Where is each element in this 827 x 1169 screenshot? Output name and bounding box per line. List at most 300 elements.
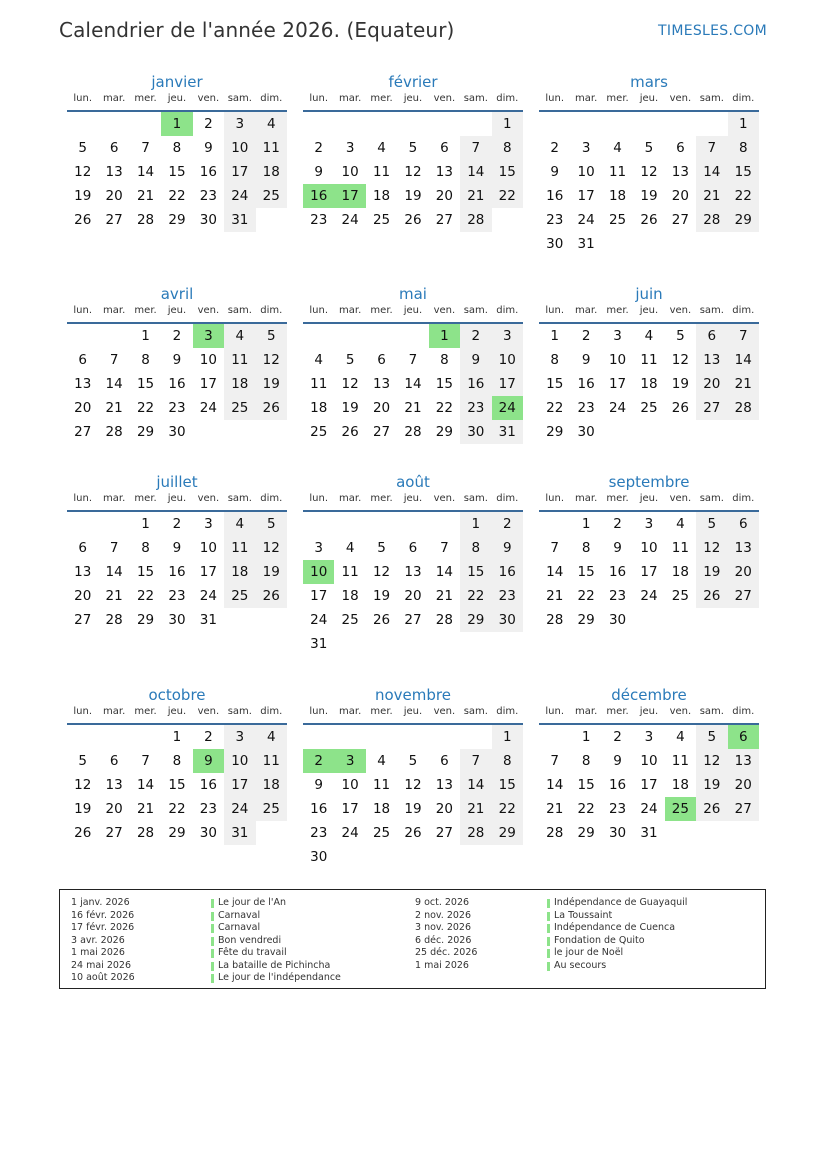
day-cell[interactable]: 11 — [224, 536, 255, 560]
day-cell[interactable]: 10 — [199, 352, 217, 368]
day-cell[interactable]: 30 — [310, 849, 328, 865]
day-cell[interactable]: 1 — [492, 112, 523, 136]
day-cell[interactable]: 10 — [577, 164, 595, 180]
day-cell[interactable]: 8 — [141, 352, 150, 368]
day-cell[interactable]: 28 — [546, 825, 564, 841]
day-cell[interactable]: 8 — [460, 536, 491, 560]
day-cell[interactable]: 12 — [404, 164, 422, 180]
day-cell[interactable]: 29 — [492, 821, 523, 845]
day-cell[interactable]: 30 — [199, 825, 217, 841]
day-cell[interactable]: 23 — [310, 212, 328, 228]
day-cell[interactable]: 10 — [640, 753, 658, 769]
day-cell[interactable]: 21 — [136, 801, 155, 817]
day-cell[interactable]: 12 — [696, 536, 727, 560]
day-cell[interactable]: 26 — [74, 212, 92, 228]
day-cell[interactable]: 20 — [105, 188, 123, 204]
day-cell[interactable]: 17 — [199, 376, 217, 392]
day-cell[interactable]: 25 — [224, 584, 255, 608]
day-cell[interactable]: 3 — [224, 112, 255, 136]
day-cell[interactable]: 17 — [341, 801, 359, 817]
day-cell[interactable]: 15 — [168, 777, 186, 793]
day-cell[interactable]: 13 — [105, 164, 123, 180]
day-cell[interactable]: 24 — [224, 797, 255, 821]
holiday-day-cell[interactable]: 1 — [161, 112, 192, 136]
day-cell[interactable]: 23 — [460, 396, 491, 420]
holiday-day-cell[interactable]: 3 — [334, 749, 365, 773]
day-cell[interactable]: 22 — [136, 400, 155, 416]
day-cell[interactable]: 8 — [492, 749, 523, 773]
day-cell[interactable]: 17 — [310, 588, 328, 604]
day-cell[interactable]: 20 — [404, 588, 422, 604]
day-cell[interactable]: 6 — [109, 753, 119, 769]
day-cell[interactable]: 13 — [671, 164, 689, 180]
day-cell[interactable]: 3 — [492, 324, 523, 348]
day-cell[interactable]: 3 — [581, 140, 591, 156]
day-cell[interactable]: 4 — [224, 512, 255, 536]
day-cell[interactable]: 5 — [644, 140, 654, 156]
day-cell[interactable]: 31 — [199, 612, 217, 628]
day-cell[interactable]: 13 — [74, 564, 92, 580]
day-cell[interactable]: 28 — [136, 212, 155, 228]
day-cell[interactable]: 30 — [460, 420, 491, 444]
day-cell[interactable]: 27 — [435, 825, 453, 841]
day-cell[interactable]: 11 — [256, 136, 287, 160]
day-cell[interactable]: 16 — [168, 564, 186, 580]
day-cell[interactable]: 31 — [310, 636, 328, 652]
day-cell[interactable]: 16 — [199, 164, 217, 180]
day-cell[interactable]: 12 — [404, 777, 422, 793]
day-cell[interactable]: 8 — [728, 136, 759, 160]
day-cell[interactable]: 16 — [492, 560, 523, 584]
day-cell[interactable]: 4 — [314, 352, 323, 368]
day-cell[interactable]: 10 — [341, 164, 359, 180]
day-cell[interactable]: 25 — [372, 825, 391, 841]
day-cell[interactable]: 18 — [256, 160, 287, 184]
site-logo[interactable]: TIMESLES.COM — [658, 23, 767, 39]
day-cell[interactable]: 26 — [671, 400, 689, 416]
day-cell[interactable]: 19 — [256, 372, 287, 396]
day-cell[interactable]: 27 — [74, 424, 92, 440]
day-cell[interactable]: 17 — [224, 160, 255, 184]
day-cell[interactable]: 2 — [204, 116, 213, 132]
day-cell[interactable]: 10 — [640, 540, 658, 556]
day-cell[interactable]: 15 — [546, 376, 564, 392]
day-cell[interactable]: 4 — [644, 328, 654, 344]
day-cell[interactable]: 18 — [341, 588, 359, 604]
day-cell[interactable]: 13 — [105, 777, 123, 793]
day-cell[interactable]: 17 — [224, 773, 255, 797]
day-cell[interactable]: 25 — [608, 212, 627, 228]
day-cell[interactable]: 5 — [256, 512, 287, 536]
day-cell[interactable]: 30 — [608, 825, 627, 841]
day-cell[interactable]: 2 — [172, 328, 182, 344]
day-cell[interactable]: 28 — [460, 821, 491, 845]
day-cell[interactable]: 7 — [109, 540, 119, 556]
day-cell[interactable]: 24 — [341, 212, 359, 228]
day-cell[interactable]: 3 — [314, 540, 323, 556]
day-cell[interactable]: 6 — [440, 140, 449, 156]
day-cell[interactable]: 28 — [136, 825, 155, 841]
day-cell[interactable]: 9 — [314, 164, 323, 180]
day-cell[interactable]: 26 — [256, 584, 287, 608]
day-cell[interactable]: 26 — [404, 212, 422, 228]
day-cell[interactable]: 11 — [608, 164, 627, 180]
day-cell[interactable]: 16 — [310, 801, 328, 817]
holiday-day-cell[interactable]: 3 — [193, 324, 224, 348]
day-cell[interactable]: 14 — [460, 773, 491, 797]
day-cell[interactable]: 2 — [550, 140, 559, 156]
day-cell[interactable]: 10 — [608, 352, 627, 368]
day-cell[interactable]: 24 — [199, 588, 217, 604]
day-cell[interactable]: 21 — [404, 400, 422, 416]
day-cell[interactable]: 29 — [460, 608, 491, 632]
day-cell[interactable]: 4 — [377, 753, 386, 769]
day-cell[interactable]: 29 — [168, 212, 186, 228]
day-cell[interactable]: 21 — [105, 588, 123, 604]
day-cell[interactable]: 19 — [696, 773, 727, 797]
day-cell[interactable]: 10 — [492, 348, 523, 372]
day-cell[interactable]: 9 — [613, 753, 622, 769]
day-cell[interactable]: 9 — [172, 540, 182, 556]
day-cell[interactable]: 16 — [546, 188, 564, 204]
day-cell[interactable]: 21 — [546, 801, 564, 817]
holiday-day-cell[interactable]: 1 — [429, 324, 460, 348]
holiday-day-cell[interactable]: 6 — [728, 725, 759, 749]
day-cell[interactable]: 14 — [136, 777, 155, 793]
day-cell[interactable]: 21 — [460, 184, 491, 208]
day-cell[interactable]: 1 — [728, 112, 759, 136]
day-cell[interactable]: 11 — [671, 540, 689, 556]
day-cell[interactable]: 24 — [608, 400, 627, 416]
day-cell[interactable]: 4 — [676, 729, 685, 745]
day-cell[interactable]: 6 — [109, 140, 119, 156]
day-cell[interactable]: 20 — [74, 588, 92, 604]
day-cell[interactable]: 1 — [172, 729, 182, 745]
day-cell[interactable]: 9 — [492, 536, 523, 560]
holiday-day-cell[interactable]: 10 — [303, 560, 334, 584]
day-cell[interactable]: 31 — [577, 236, 595, 252]
day-cell[interactable]: 8 — [492, 136, 523, 160]
day-cell[interactable]: 27 — [372, 424, 391, 440]
day-cell[interactable]: 2 — [613, 516, 622, 532]
day-cell[interactable]: 4 — [256, 112, 287, 136]
day-cell[interactable]: 4 — [345, 540, 355, 556]
day-cell[interactable]: 3 — [644, 729, 654, 745]
day-cell[interactable]: 7 — [550, 753, 559, 769]
day-cell[interactable]: 8 — [172, 140, 182, 156]
day-cell[interactable]: 17 — [640, 564, 658, 580]
day-cell[interactable]: 7 — [408, 352, 418, 368]
day-cell[interactable]: 7 — [696, 136, 727, 160]
day-cell[interactable]: 14 — [435, 564, 453, 580]
day-cell[interactable]: 9 — [581, 352, 591, 368]
day-cell[interactable]: 7 — [728, 324, 759, 348]
day-cell[interactable]: 22 — [168, 188, 186, 204]
day-cell[interactable]: 15 — [492, 773, 523, 797]
day-cell[interactable]: 3 — [644, 516, 654, 532]
day-cell[interactable]: 21 — [546, 588, 564, 604]
day-cell[interactable]: 27 — [671, 212, 689, 228]
day-cell[interactable]: 11 — [372, 164, 391, 180]
day-cell[interactable]: 11 — [372, 777, 391, 793]
day-cell[interactable]: 14 — [460, 160, 491, 184]
day-cell[interactable]: 22 — [577, 588, 595, 604]
day-cell[interactable]: 15 — [435, 376, 453, 392]
day-cell[interactable]: 6 — [440, 753, 449, 769]
day-cell[interactable]: 22 — [435, 400, 453, 416]
day-cell[interactable]: 18 — [224, 372, 255, 396]
day-cell[interactable]: 24 — [199, 400, 217, 416]
day-cell[interactable]: 26 — [404, 825, 422, 841]
day-cell[interactable]: 29 — [136, 612, 155, 628]
day-cell[interactable]: 3 — [204, 516, 213, 532]
day-cell[interactable]: 22 — [168, 801, 186, 817]
day-cell[interactable]: 12 — [341, 376, 359, 392]
day-cell[interactable]: 23 — [577, 400, 595, 416]
day-cell[interactable]: 28 — [460, 208, 491, 232]
day-cell[interactable]: 19 — [404, 188, 422, 204]
day-cell[interactable]: 4 — [377, 140, 386, 156]
day-cell[interactable]: 20 — [696, 372, 727, 396]
day-cell[interactable]: 25 — [341, 612, 359, 628]
day-cell[interactable]: 26 — [640, 212, 658, 228]
day-cell[interactable]: 16 — [199, 777, 217, 793]
day-cell[interactable]: 7 — [460, 136, 491, 160]
day-cell[interactable]: 17 — [640, 777, 658, 793]
day-cell[interactable]: 14 — [404, 376, 422, 392]
day-cell[interactable]: 12 — [671, 352, 689, 368]
day-cell[interactable]: 15 — [577, 564, 595, 580]
day-cell[interactable]: 20 — [372, 400, 391, 416]
day-cell[interactable]: 18 — [310, 400, 328, 416]
day-cell[interactable]: 1 — [141, 328, 150, 344]
holiday-day-cell[interactable]: 24 — [492, 396, 523, 420]
day-cell[interactable]: 13 — [404, 564, 422, 580]
day-cell[interactable]: 15 — [460, 560, 491, 584]
day-cell[interactable]: 19 — [74, 801, 92, 817]
day-cell[interactable]: 13 — [74, 376, 92, 392]
day-cell[interactable]: 17 — [577, 188, 595, 204]
holiday-day-cell[interactable]: 2 — [303, 749, 334, 773]
day-cell[interactable]: 28 — [435, 612, 453, 628]
day-cell[interactable]: 22 — [546, 400, 564, 416]
day-cell[interactable]: 24 — [640, 588, 658, 604]
day-cell[interactable]: 9 — [613, 540, 622, 556]
day-cell[interactable]: 27 — [435, 212, 453, 228]
day-cell[interactable]: 15 — [492, 160, 523, 184]
day-cell[interactable]: 20 — [105, 801, 123, 817]
day-cell[interactable]: 20 — [728, 773, 759, 797]
day-cell[interactable]: 22 — [728, 184, 759, 208]
day-cell[interactable]: 25 — [256, 797, 287, 821]
day-cell[interactable]: 6 — [377, 352, 386, 368]
day-cell[interactable]: 5 — [78, 753, 87, 769]
day-cell[interactable]: 3 — [613, 328, 622, 344]
day-cell[interactable]: 22 — [492, 184, 523, 208]
day-cell[interactable]: 26 — [256, 396, 287, 420]
day-cell[interactable]: 19 — [404, 801, 422, 817]
day-cell[interactable]: 20 — [728, 560, 759, 584]
day-cell[interactable]: 24 — [577, 212, 595, 228]
day-cell[interactable]: 11 — [341, 564, 359, 580]
day-cell[interactable]: 27 — [728, 797, 759, 821]
day-cell[interactable]: 17 — [608, 376, 627, 392]
day-cell[interactable]: 21 — [105, 400, 123, 416]
day-cell[interactable]: 9 — [204, 140, 213, 156]
day-cell[interactable]: 9 — [460, 348, 491, 372]
day-cell[interactable]: 20 — [435, 188, 453, 204]
day-cell[interactable]: 24 — [640, 801, 658, 817]
day-cell[interactable]: 25 — [671, 588, 689, 604]
day-cell[interactable]: 10 — [199, 540, 217, 556]
day-cell[interactable]: 8 — [172, 753, 182, 769]
day-cell[interactable]: 12 — [74, 164, 92, 180]
day-cell[interactable]: 5 — [696, 725, 727, 749]
day-cell[interactable]: 10 — [224, 749, 255, 773]
day-cell[interactable]: 24 — [341, 825, 359, 841]
holiday-day-cell[interactable]: 9 — [193, 749, 224, 773]
day-cell[interactable]: 30 — [492, 608, 523, 632]
day-cell[interactable]: 28 — [105, 612, 123, 628]
day-cell[interactable]: 17 — [492, 372, 523, 396]
day-cell[interactable]: 6 — [696, 324, 727, 348]
day-cell[interactable]: 5 — [696, 512, 727, 536]
day-cell[interactable]: 27 — [74, 612, 92, 628]
day-cell[interactable]: 22 — [460, 584, 491, 608]
day-cell[interactable]: 18 — [256, 773, 287, 797]
day-cell[interactable]: 13 — [728, 749, 759, 773]
day-cell[interactable]: 9 — [550, 164, 559, 180]
day-cell[interactable]: 6 — [78, 540, 87, 556]
day-cell[interactable]: 1 — [460, 512, 491, 536]
day-cell[interactable]: 19 — [640, 188, 658, 204]
day-cell[interactable]: 7 — [550, 540, 559, 556]
day-cell[interactable]: 19 — [372, 588, 391, 604]
day-cell[interactable]: 4 — [613, 140, 622, 156]
day-cell[interactable]: 30 — [546, 236, 564, 252]
day-cell[interactable]: 25 — [256, 184, 287, 208]
day-cell[interactable]: 5 — [408, 753, 418, 769]
day-cell[interactable]: 26 — [341, 424, 359, 440]
day-cell[interactable]: 23 — [608, 801, 627, 817]
day-cell[interactable]: 7 — [109, 352, 119, 368]
day-cell[interactable]: 12 — [256, 348, 287, 372]
day-cell[interactable]: 6 — [78, 352, 87, 368]
day-cell[interactable]: 31 — [224, 821, 255, 845]
day-cell[interactable]: 29 — [546, 424, 564, 440]
day-cell[interactable]: 23 — [168, 588, 186, 604]
day-cell[interactable]: 7 — [141, 140, 150, 156]
day-cell[interactable]: 31 — [224, 208, 255, 232]
day-cell[interactable]: 11 — [671, 753, 689, 769]
day-cell[interactable]: 19 — [696, 560, 727, 584]
day-cell[interactable]: 11 — [256, 749, 287, 773]
day-cell[interactable]: 13 — [372, 376, 391, 392]
day-cell[interactable]: 3 — [224, 725, 255, 749]
day-cell[interactable]: 18 — [372, 188, 391, 204]
day-cell[interactable]: 20 — [671, 188, 689, 204]
day-cell[interactable]: 16 — [577, 376, 595, 392]
day-cell[interactable]: 1 — [141, 516, 150, 532]
day-cell[interactable]: 31 — [492, 420, 523, 444]
day-cell[interactable]: 27 — [696, 396, 727, 420]
day-cell[interactable]: 27 — [404, 612, 422, 628]
day-cell[interactable]: 7 — [440, 540, 449, 556]
day-cell[interactable]: 21 — [435, 588, 453, 604]
day-cell[interactable]: 13 — [435, 164, 453, 180]
day-cell[interactable]: 24 — [224, 184, 255, 208]
day-cell[interactable]: 30 — [168, 424, 186, 440]
day-cell[interactable]: 14 — [696, 160, 727, 184]
day-cell[interactable]: 8 — [141, 540, 150, 556]
day-cell[interactable]: 26 — [696, 797, 727, 821]
day-cell[interactable]: 25 — [310, 424, 328, 440]
day-cell[interactable]: 7 — [141, 753, 150, 769]
day-cell[interactable]: 26 — [74, 825, 92, 841]
day-cell[interactable]: 30 — [168, 612, 186, 628]
day-cell[interactable]: 16 — [460, 372, 491, 396]
day-cell[interactable]: 1 — [581, 729, 591, 745]
day-cell[interactable]: 4 — [256, 725, 287, 749]
day-cell[interactable]: 8 — [581, 540, 591, 556]
day-cell[interactable]: 24 — [310, 612, 328, 628]
day-cell[interactable]: 30 — [199, 212, 217, 228]
day-cell[interactable]: 12 — [256, 536, 287, 560]
day-cell[interactable]: 28 — [404, 424, 422, 440]
day-cell[interactable]: 28 — [696, 208, 727, 232]
day-cell[interactable]: 29 — [435, 424, 453, 440]
day-cell[interactable]: 25 — [372, 212, 391, 228]
day-cell[interactable]: 10 — [341, 777, 359, 793]
day-cell[interactable]: 2 — [460, 324, 491, 348]
day-cell[interactable]: 5 — [408, 140, 418, 156]
day-cell[interactable]: 23 — [546, 212, 564, 228]
day-cell[interactable]: 18 — [224, 560, 255, 584]
day-cell[interactable]: 18 — [671, 777, 689, 793]
day-cell[interactable]: 9 — [172, 352, 182, 368]
day-cell[interactable]: 29 — [136, 424, 155, 440]
day-cell[interactable]: 15 — [136, 564, 155, 580]
day-cell[interactable]: 18 — [671, 564, 689, 580]
day-cell[interactable]: 6 — [728, 512, 759, 536]
day-cell[interactable]: 13 — [435, 777, 453, 793]
day-cell[interactable]: 14 — [105, 564, 123, 580]
day-cell[interactable]: 23 — [199, 188, 217, 204]
day-cell[interactable]: 6 — [676, 140, 685, 156]
day-cell[interactable]: 14 — [546, 564, 564, 580]
day-cell[interactable]: 2 — [172, 516, 182, 532]
day-cell[interactable]: 30 — [608, 612, 627, 628]
day-cell[interactable]: 5 — [78, 140, 87, 156]
day-cell[interactable]: 25 — [224, 396, 255, 420]
day-cell[interactable]: 8 — [440, 352, 449, 368]
day-cell[interactable]: 15 — [136, 376, 155, 392]
day-cell[interactable]: 12 — [640, 164, 658, 180]
day-cell[interactable]: 26 — [696, 584, 727, 608]
day-cell[interactable]: 23 — [492, 584, 523, 608]
day-cell[interactable]: 4 — [676, 516, 685, 532]
day-cell[interactable]: 9 — [314, 777, 323, 793]
day-cell[interactable]: 19 — [74, 188, 92, 204]
day-cell[interactable]: 17 — [199, 564, 217, 580]
day-cell[interactable]: 13 — [696, 348, 727, 372]
day-cell[interactable]: 1 — [492, 725, 523, 749]
day-cell[interactable]: 14 — [105, 376, 123, 392]
day-cell[interactable]: 15 — [728, 160, 759, 184]
day-cell[interactable]: 27 — [105, 212, 123, 228]
day-cell[interactable]: 8 — [581, 753, 591, 769]
day-cell[interactable]: 21 — [696, 184, 727, 208]
